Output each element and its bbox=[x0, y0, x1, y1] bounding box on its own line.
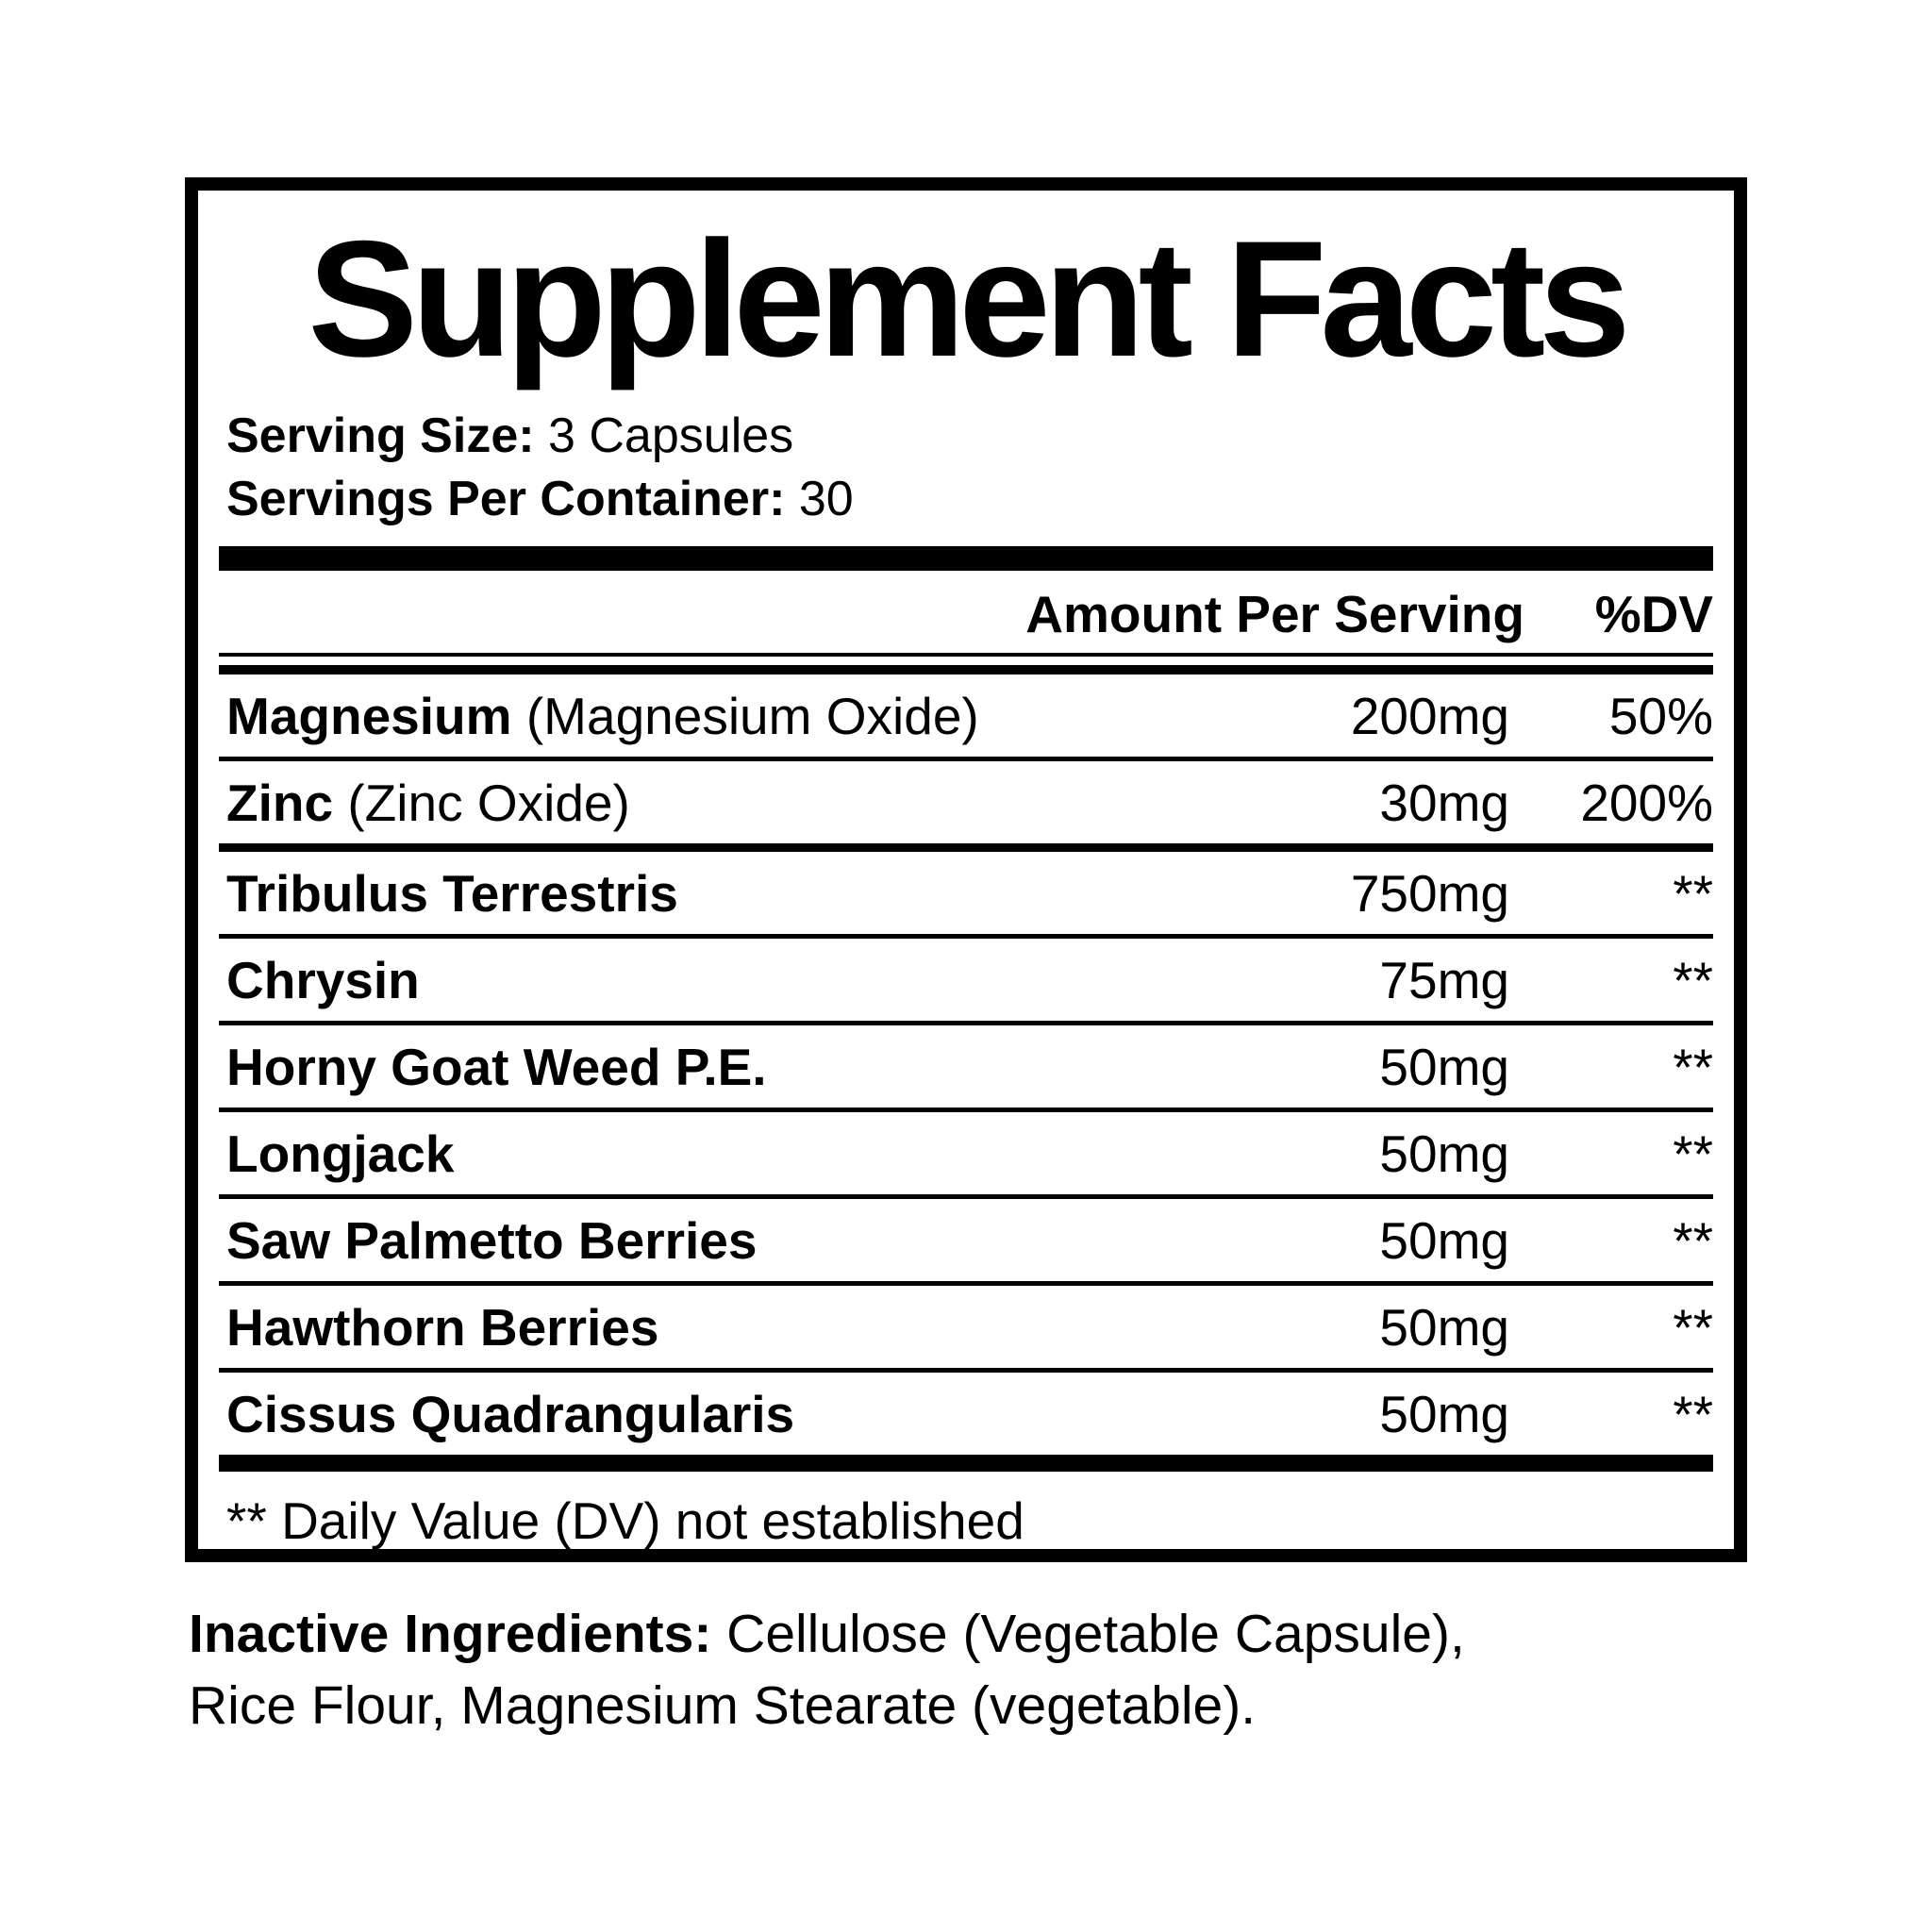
ingredient-name bbox=[219, 1037, 1226, 1097]
ingredient-dv: ** bbox=[1673, 1211, 1713, 1270]
inactive-ingredients-line1-text: Cellulose (Vegetable Capsule), bbox=[711, 1604, 1465, 1664]
ingredient-name-bold: Cissus Quadrangularis bbox=[226, 1385, 795, 1443]
serving-size-line bbox=[219, 405, 1713, 468]
ingredient-name bbox=[219, 1384, 1226, 1444]
ingredient-amount: 200mg bbox=[1350, 687, 1509, 745]
ingredient-name bbox=[219, 863, 1226, 924]
servings-per-container-label: Servings Per Container: bbox=[226, 472, 786, 526]
ingredient-name bbox=[219, 950, 1226, 1010]
ingredient-name-bold: Hawthorn Berries bbox=[226, 1298, 659, 1357]
ingredient-amount: 50mg bbox=[1379, 1124, 1509, 1183]
serving-size-label: Serving Size: bbox=[226, 408, 535, 463]
ingredient-name-bold: Longjack bbox=[226, 1124, 455, 1183]
ingredient-name-bold: Zinc bbox=[226, 774, 334, 832]
ingredient-dv: ** bbox=[1673, 1038, 1713, 1096]
ingredient-amount: 50mg bbox=[1379, 1385, 1509, 1443]
ingredient-dv: ** bbox=[1673, 951, 1713, 1009]
table-row-magnesium bbox=[219, 675, 1713, 761]
ingredient-amount: 750mg bbox=[1350, 864, 1509, 923]
inactive-ingredients-section bbox=[189, 1598, 1755, 1741]
percent-dv-header: %DV bbox=[1594, 585, 1713, 643]
table-row-longjack bbox=[219, 1112, 1713, 1199]
table-row-hawthorn-berries bbox=[219, 1286, 1713, 1373]
table-row-cissus-quadrangularis bbox=[219, 1373, 1713, 1455]
daily-value-footnote: ** Daily Value (DV) not established bbox=[226, 1491, 1024, 1550]
ingredient-dv: ** bbox=[1673, 864, 1713, 923]
ingredient-dv: ** bbox=[1673, 1385, 1713, 1443]
ingredient-name bbox=[219, 1297, 1226, 1357]
ingredient-dv: ** bbox=[1673, 1298, 1713, 1357]
ingredient-name-bold: Magnesium bbox=[226, 687, 512, 745]
amount-per-serving-header: Amount Per Serving bbox=[1025, 585, 1524, 643]
ingredient-name bbox=[219, 773, 1226, 833]
ingredient-amount: 50mg bbox=[1379, 1211, 1509, 1270]
section-divider-bar bbox=[219, 546, 1713, 571]
ingredient-name bbox=[219, 1210, 1226, 1271]
header-separator bbox=[219, 653, 1713, 675]
inactive-ingredients-line2: Rice Flour, Magnesium Stearate (vegetable). bbox=[189, 1675, 1257, 1736]
inactive-ingredients-label: Inactive Ingredients: bbox=[189, 1604, 712, 1664]
ingredient-name bbox=[219, 1124, 1226, 1184]
ingredient-dv: ** bbox=[1673, 1124, 1713, 1183]
serving-size-value: 3 Capsules bbox=[534, 408, 794, 463]
table-row-chrysin bbox=[219, 939, 1713, 1025]
table-row-horny-goat-weed bbox=[219, 1025, 1713, 1112]
ingredient-amount: 75mg bbox=[1379, 951, 1509, 1009]
ingredient-dv: 200% bbox=[1580, 774, 1713, 832]
table-row-zinc bbox=[219, 761, 1713, 852]
footnote-divider-bar bbox=[219, 1455, 1713, 1472]
table-header-row bbox=[219, 571, 1713, 653]
supplement-facts-box bbox=[185, 177, 1747, 1562]
table-row-tribulus-terrestris bbox=[219, 852, 1713, 939]
ingredient-name-bold: Chrysin bbox=[226, 951, 420, 1009]
ingredient-name-bold: Saw Palmetto Berries bbox=[226, 1211, 758, 1270]
ingredient-amount: 30mg bbox=[1379, 774, 1509, 832]
ingredient-amount: 50mg bbox=[1379, 1298, 1509, 1357]
inactive-ingredients-line1 bbox=[189, 1598, 1755, 1670]
ingredient-detail: (Zinc Oxide) bbox=[333, 774, 630, 832]
ingredient-amount: 50mg bbox=[1379, 1038, 1509, 1096]
servings-per-container-value: 30 bbox=[785, 472, 854, 526]
supplement-facts-title: Supplement Facts bbox=[308, 208, 1624, 391]
ingredient-name-bold: Tribulus Terrestris bbox=[226, 864, 678, 923]
ingredient-detail: (Magnesium Oxide) bbox=[511, 687, 979, 745]
ingredient-name-bold: Horny Goat Weed P.E. bbox=[226, 1038, 767, 1096]
ingredient-name bbox=[219, 686, 1226, 746]
ingredient-dv: 50% bbox=[1608, 687, 1713, 745]
servings-per-container-line bbox=[219, 468, 1713, 531]
table-row-saw-palmetto-berries bbox=[219, 1199, 1713, 1286]
